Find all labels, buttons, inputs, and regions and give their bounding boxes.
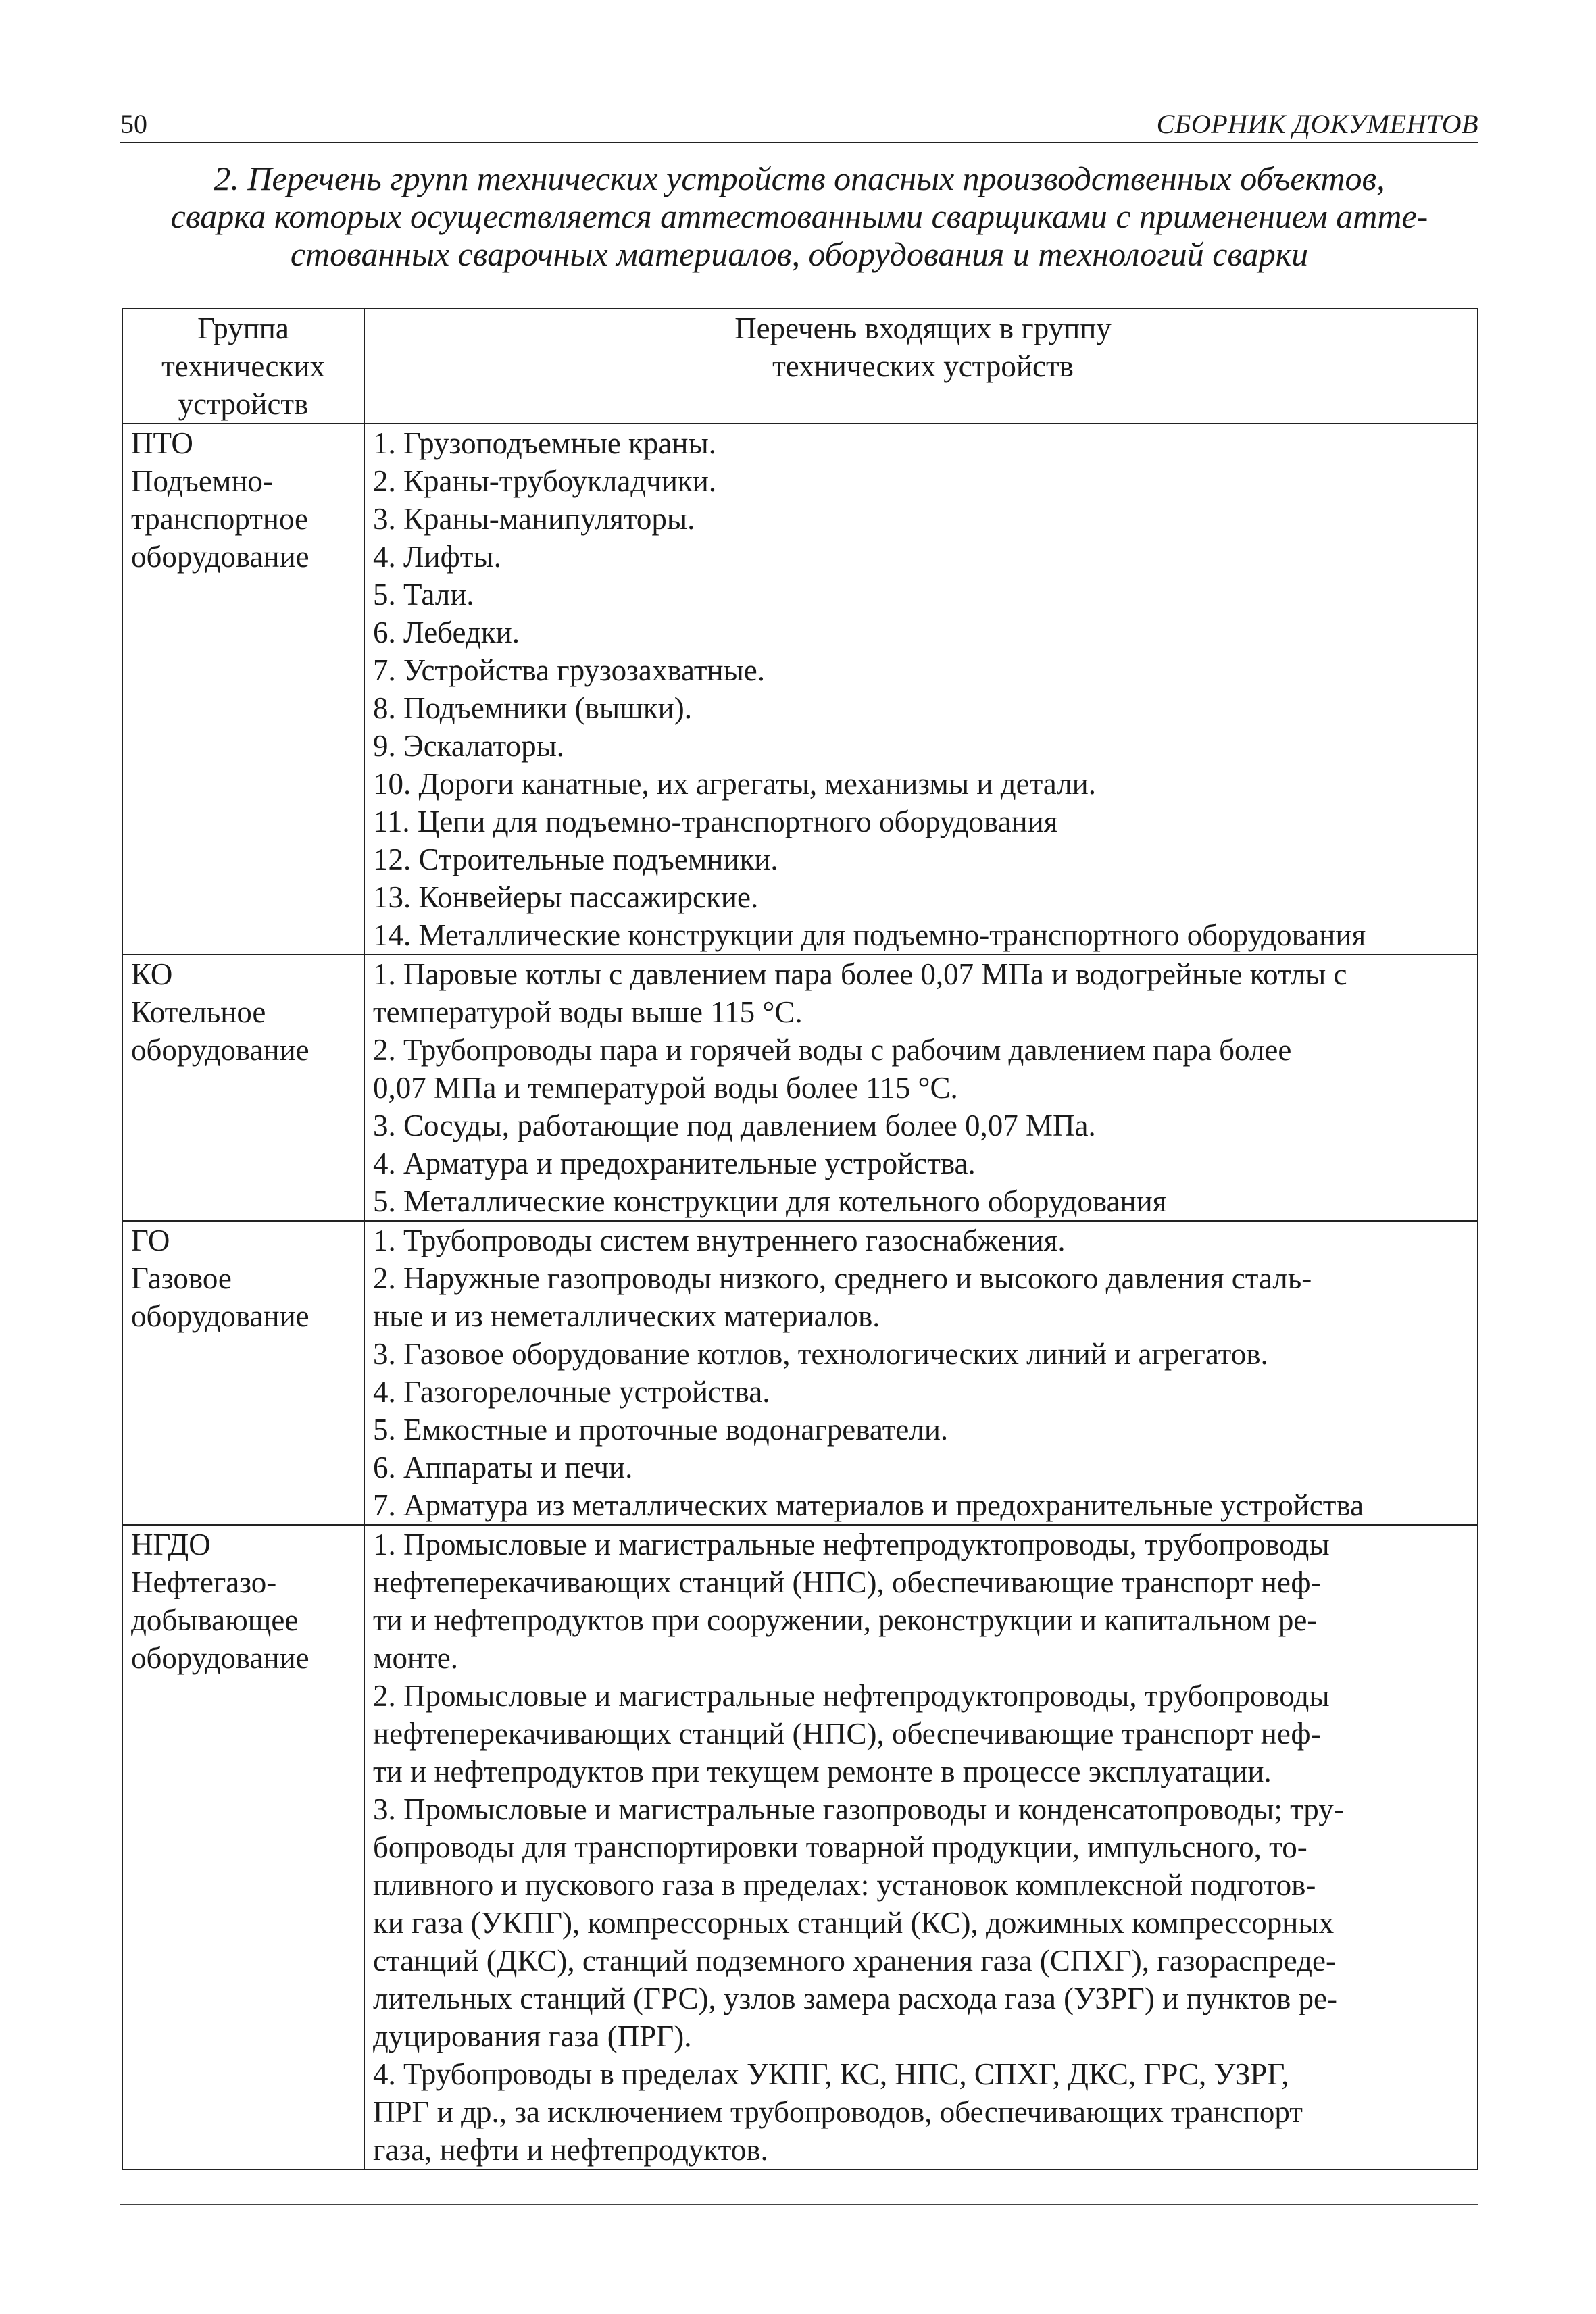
list-item: ПРГ и др., за исключением трубопроводов, обеспечивающих транспорт (373, 2095, 1303, 2129)
group-line: Нефтегазо- (131, 1565, 277, 1599)
list-item: ки газа (УКПГ), компрессорных станций (КС), дожимных компрессорных (373, 1906, 1335, 1940)
section-title (120, 159, 1478, 273)
group-line: Газовое (131, 1261, 232, 1295)
list-item: бопроводы для транспортировки товарной продукции, импульсного, то- (373, 1830, 1307, 1864)
group-cell (122, 424, 364, 955)
group-line: оборудование (131, 540, 309, 574)
device-groups-table (122, 308, 1478, 2170)
list-item: 10. Дороги канатные, их агрегаты, механизмы и детали. (373, 767, 1096, 801)
list-item: 7. Арматура из металлических материалов и предохранительные устройства (373, 1488, 1364, 1522)
items-cell (364, 955, 1478, 1221)
list-item: 3. Промысловые и магистральные газопроводы и конденсатопроводы; тру- (373, 1792, 1344, 1826)
header-line: Группа (197, 311, 289, 345)
list-item: 3. Краны-манипуляторы. (373, 502, 695, 536)
list-item: 8. Подъемники (вышки). (373, 691, 692, 725)
running-header (120, 107, 1478, 143)
list-item: нефтеперекачивающих станций (НПС), обеспечивающие транспорт неф- (373, 1717, 1321, 1751)
group-line: оборудование (131, 1033, 309, 1067)
list-item: нефтеперекачивающих станций (НПС), обеспечивающие транспорт неф- (373, 1565, 1321, 1599)
list-item: 2. Трубопроводы пара и горячей воды с рабочим давлением пара более (373, 1033, 1292, 1067)
group-line: Котельное (131, 995, 266, 1029)
title-line: стованных сварочных материалов, оборудования и технологий сварки (290, 235, 1309, 273)
table-header-row (122, 309, 1478, 424)
list-item: 1. Промысловые и магистральные нефтепродуктопроводы, трубопроводы (373, 1528, 1330, 1561)
list-item: лительных станций (ГРС), узлов замера расхода газа (УЗРГ) и пунктов ре- (373, 1982, 1337, 2015)
table-row (122, 1525, 1478, 2169)
list-item: станций (ДКС), станций подземного хранения газа (СПХГ), газораспреде- (373, 1944, 1336, 1978)
list-item: 1. Паровые котлы с давлением пара более 0,07 МПа и водогрейные котлы с (373, 957, 1347, 991)
header-cell-group (122, 309, 364, 424)
header-line: технических устройств (772, 349, 1074, 383)
group-line: транспортное (131, 502, 309, 536)
header-line: Перечень входящих в группу (734, 311, 1112, 345)
page-number: 50 (120, 109, 147, 139)
list-item: 4. Лифты. (373, 540, 501, 574)
list-item: 3. Газовое оборудование котлов, технологических линий и агрегатов. (373, 1337, 1268, 1371)
footer-rule (120, 2204, 1478, 2205)
list-item: 5. Тали. (373, 578, 474, 611)
list-item: 6. Аппараты и печи. (373, 1451, 633, 1484)
title-line: 2. Перечень групп технических устройств опасных производственных объектов, (214, 159, 1385, 197)
list-item: 9. Эскалаторы. (373, 729, 565, 763)
list-item: 2. Краны-трубоукладчики. (373, 464, 717, 498)
list-item: 6. Лебедки. (373, 615, 520, 649)
list-item: 5. Емкостные и проточные водонагреватели. (373, 1413, 949, 1447)
group-line: оборудование (131, 1641, 309, 1675)
group-line: оборудование (131, 1299, 309, 1333)
list-item: ти и нефтепродуктов при сооружении, реконструкции и капитальном ре- (373, 1603, 1318, 1637)
collection-title: СБОРНИК ДОКУМЕНТОВ (1156, 109, 1478, 139)
list-item: 4. Арматура и предохранительные устройства. (373, 1147, 976, 1180)
group-line: Подъемно- (131, 464, 273, 498)
header-line: технических (161, 349, 325, 383)
group-cell (122, 1221, 364, 1525)
list-item: 2. Промысловые и магистральные нефтепродуктопроводы, трубопроводы (373, 1679, 1330, 1713)
list-item: 12. Строительные подъемники. (373, 842, 778, 876)
list-item: температурой воды выше 115 °С. (373, 995, 803, 1029)
group-line: КО (131, 957, 173, 991)
list-item: 13. Конвейеры пассажирские. (373, 880, 759, 914)
list-item: 11. Цепи для подъемно-транспортного оборудования (373, 805, 1058, 838)
group-line: НГДО (131, 1528, 211, 1561)
list-item: 1. Грузоподъемные краны. (373, 426, 716, 460)
list-item: 7. Устройства грузозахватные. (373, 653, 766, 687)
group-line: ГО (131, 1224, 170, 1257)
items-cell (364, 424, 1478, 955)
header-cell-list (364, 309, 1478, 424)
group-line: добывающее (131, 1603, 299, 1637)
list-item: 0,07 МПа и температурой воды более 115 °С. (373, 1071, 958, 1105)
list-item: монте. (373, 1641, 458, 1675)
list-item: 5. Металлические конструкции для котельного оборудования (373, 1184, 1167, 1218)
table-row (122, 1221, 1478, 1525)
list-item: 14. Металлические конструкции для подъемно-транспортного оборудования (373, 918, 1366, 952)
list-item: 4. Газогорелочные устройства. (373, 1375, 770, 1409)
group-cell (122, 955, 364, 1221)
group-cell (122, 1525, 364, 2169)
list-item: 4. Трубопроводы в пределах УКПГ, КС, НПС, СПХГ, ДКС, ГРС, УЗРГ, (373, 2057, 1289, 2091)
title-line: сварка которых осуществляется аттестованными сварщиками с применением атте- (170, 197, 1428, 235)
group-line: ПТО (131, 426, 193, 460)
list-item: 3. Сосуды, работающие под давлением более 0,07 МПа. (373, 1109, 1096, 1142)
table-row (122, 955, 1478, 1221)
list-item: 2. Наружные газопроводы низкого, среднего и высокого давления сталь- (373, 1261, 1312, 1295)
list-item: ти и нефтепродуктов при текущем ремонте в процессе эксплуатации. (373, 1755, 1272, 1788)
list-item: 1. Трубопроводы систем внутреннего газоснабжения. (373, 1224, 1066, 1257)
list-item: ные и из неметаллических материалов. (373, 1299, 880, 1333)
items-cell (364, 1525, 1478, 2169)
list-item: пливного и пускового газа в пределах: установок комплексной подготов- (373, 1868, 1316, 1902)
list-item: дуцирования газа (ПРГ). (373, 2019, 692, 2053)
table-row (122, 424, 1478, 955)
list-item: газа, нефти и нефтепродуктов. (373, 2133, 768, 2167)
items-cell (364, 1221, 1478, 1525)
header-line: устройств (178, 387, 309, 421)
